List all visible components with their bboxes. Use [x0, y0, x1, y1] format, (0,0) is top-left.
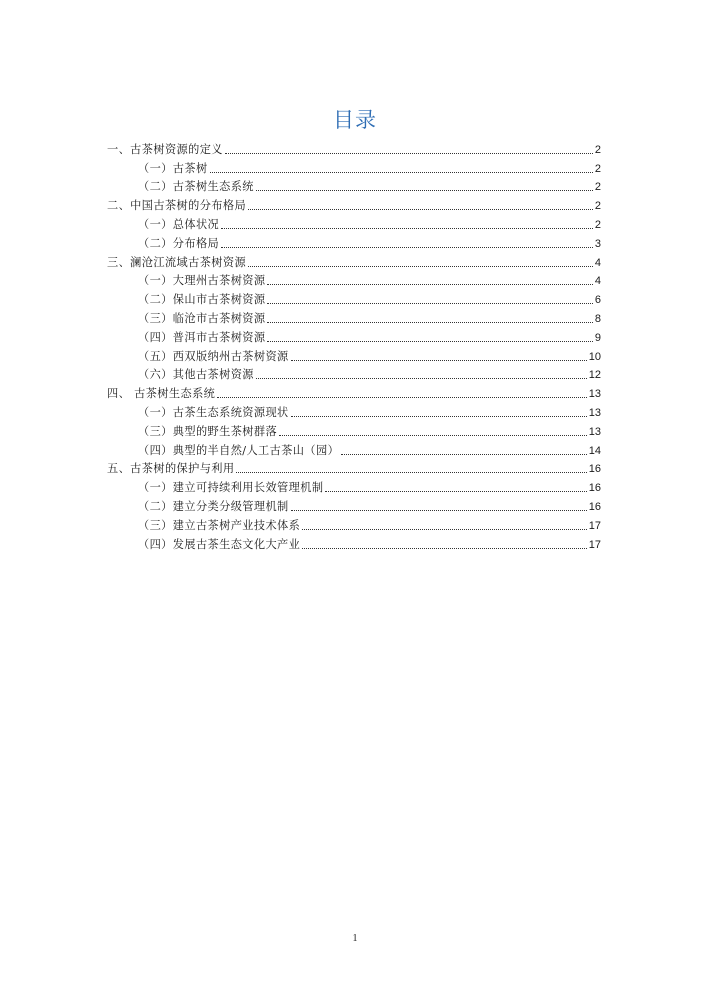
toc-entry[interactable] [107, 401, 601, 420]
toc-entry[interactable] [107, 495, 601, 514]
toc-dot-leader [291, 416, 587, 417]
toc-entry[interactable] [107, 138, 601, 157]
toc-entry-page: 3 [594, 237, 601, 250]
toc-dot-leader [291, 510, 587, 511]
toc-entry[interactable] [107, 439, 601, 458]
toc-entry-label: （二）建立分类分级管理机制 [138, 499, 289, 513]
toc-title: 目录 [333, 108, 377, 132]
toc-entry-page: 16 [588, 463, 601, 476]
toc-entry-label: （五）西双版纳州古茶树资源 [138, 349, 289, 363]
toc-entry-label: （一）大理州古茶树资源 [138, 274, 266, 288]
toc-entry-page: 6 [594, 294, 601, 307]
toc-entry[interactable] [107, 288, 601, 307]
toc-entry-page: 4 [594, 256, 601, 269]
toc-entry-page: 14 [588, 444, 601, 457]
toc-entry-page: 2 [594, 218, 601, 231]
toc-entry[interactable] [107, 458, 601, 477]
toc-dot-leader [302, 529, 587, 530]
toc-entry[interactable] [107, 533, 601, 552]
toc-entry[interactable] [107, 326, 601, 345]
toc-entry-page: 9 [594, 331, 601, 344]
toc-entry-label: 五、古茶树的保护与利用 [107, 462, 235, 476]
toc-entry-label: 二、中国古茶树的分布格局 [107, 199, 247, 213]
toc-entry-label: （一）总体状况 [138, 217, 220, 231]
toc-entry[interactable] [107, 514, 601, 533]
toc-entry-page: 2 [594, 162, 601, 175]
toc-dot-leader [236, 472, 586, 473]
toc-dot-leader [221, 247, 593, 248]
toc-entry[interactable] [107, 307, 601, 326]
toc-dot-leader [248, 209, 593, 210]
toc-entry[interactable] [107, 251, 601, 270]
toc-entry-page: 13 [588, 406, 601, 419]
toc-entry[interactable] [107, 213, 601, 232]
toc-entry-label: （二）古茶树生态系统 [138, 180, 254, 194]
toc-dot-leader [267, 303, 592, 304]
toc-entry-page: 17 [588, 519, 601, 532]
toc-entry-label: （四）发展古茶生态文化大产业 [138, 537, 301, 551]
toc-entry[interactable] [107, 270, 601, 289]
toc-entry-label: （二）分布格局 [138, 236, 220, 250]
toc-entry-page: 10 [588, 350, 601, 363]
toc-entry-label: （三）临沧市古茶树资源 [138, 311, 266, 325]
toc-entry-label: 四、 古茶树生态系统 [107, 387, 216, 401]
toc-entry-label: （二）保山市古茶树资源 [138, 293, 266, 307]
toc-entry[interactable] [107, 194, 601, 213]
toc-dot-leader [210, 172, 593, 173]
toc-entry-page: 12 [588, 369, 601, 382]
toc-entry-page: 4 [594, 275, 601, 288]
toc-entry-label: 一、古茶树资源的定义 [107, 142, 223, 156]
toc-entry[interactable] [107, 232, 601, 251]
toc-list [107, 138, 601, 552]
toc-entry-label: （一）建立可持续利用长效管理机制 [138, 481, 324, 495]
toc-entry[interactable] [107, 382, 601, 401]
toc-entry-page: 13 [588, 425, 601, 438]
toc-entry-page: 2 [594, 181, 601, 194]
toc-dot-leader [341, 454, 587, 455]
toc-entry-page: 16 [588, 482, 601, 495]
toc-entry-page: 17 [588, 538, 601, 551]
page-number: 1 [352, 933, 358, 944]
toc-entry-page: 2 [594, 200, 601, 213]
toc-entry-page: 16 [588, 500, 601, 513]
toc-dot-leader [291, 360, 587, 361]
toc-dot-leader [248, 266, 593, 267]
toc-entry-label: （一）古茶树 [138, 161, 208, 175]
toc-dot-leader [267, 341, 592, 342]
toc-entry[interactable] [107, 176, 601, 195]
toc-entry-page: 2 [594, 143, 601, 156]
toc-dot-leader [256, 190, 593, 191]
toc-entry-label: （一）古茶生态系统资源现状 [138, 405, 289, 419]
toc-dot-leader [279, 435, 587, 436]
toc-dot-leader [217, 397, 587, 398]
toc-entry-label: 三、澜沧江流域古茶树资源 [107, 255, 247, 269]
toc-entry-label: （三）典型的野生茶树群落 [138, 424, 278, 438]
toc-entry-page: 13 [588, 388, 601, 401]
toc-entry[interactable] [107, 476, 601, 495]
toc-entry-page: 8 [594, 312, 601, 325]
toc-dot-leader [221, 228, 593, 229]
toc-entry[interactable] [107, 420, 601, 439]
toc-entry-label: （六）其他古茶树资源 [138, 368, 254, 382]
toc-entry-label: （四）典型的半自然/人工古茶山（园） [138, 443, 340, 457]
toc-dot-leader [225, 153, 593, 154]
toc-dot-leader [325, 491, 586, 492]
toc-dot-leader [267, 322, 592, 323]
toc-entry[interactable] [107, 345, 601, 364]
toc-dot-leader [302, 548, 587, 549]
toc-dot-leader [267, 284, 592, 285]
toc-entry-label: （三）建立古茶树产业技术体系 [138, 518, 301, 532]
toc-entry[interactable] [107, 157, 601, 176]
toc-entry-label: （四）普洱市古茶树资源 [138, 330, 266, 344]
toc-entry[interactable] [107, 364, 601, 383]
toc-dot-leader [256, 378, 587, 379]
